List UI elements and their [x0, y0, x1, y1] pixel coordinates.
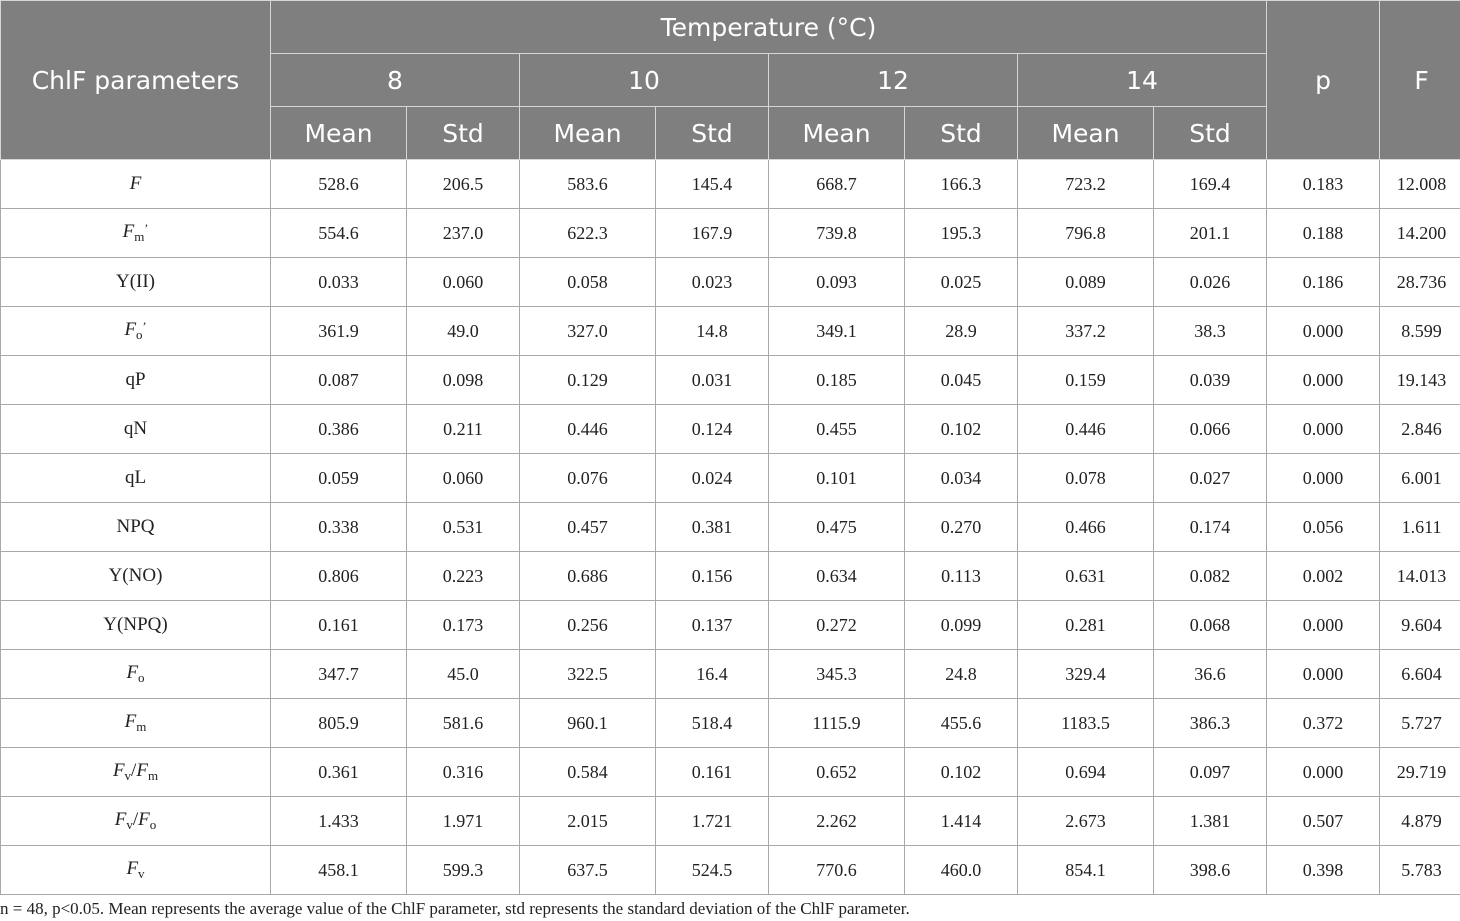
std-cell: 0.223	[407, 552, 520, 601]
mean-cell: 0.475	[769, 503, 905, 552]
f-value-cell: 6.604	[1380, 650, 1460, 699]
mean-cell: 0.256	[520, 601, 656, 650]
mean-cell: 322.5	[520, 650, 656, 699]
std-cell: 28.9	[905, 307, 1018, 356]
std-cell: 0.098	[407, 356, 520, 405]
table-row	[1, 356, 1460, 405]
table-row	[1, 160, 1460, 209]
std-cell: 0.026	[1154, 258, 1267, 307]
f-value-cell: 29.719	[1380, 748, 1460, 797]
f-value-cell: 8.599	[1380, 307, 1460, 356]
mean-cell: 0.272	[769, 601, 905, 650]
temp-header-14: 14	[1018, 54, 1267, 107]
temp-header-12: 12	[769, 54, 1018, 107]
temp-header-10: 10	[520, 54, 769, 107]
p-value-cell: 0.372	[1267, 699, 1380, 748]
mean-cell: 0.093	[769, 258, 905, 307]
mean-cell: 0.338	[271, 503, 407, 552]
mean-cell: 329.4	[1018, 650, 1154, 699]
std-cell: 0.060	[407, 454, 520, 503]
mean-cell: 2.262	[769, 797, 905, 846]
std-cell: 0.102	[905, 748, 1018, 797]
std-cell: 0.124	[656, 405, 769, 454]
mean-cell: 637.5	[520, 846, 656, 895]
p-column-header: p	[1267, 1, 1380, 160]
p-value-cell: 0.056	[1267, 503, 1380, 552]
param-cell: qL	[1, 454, 271, 503]
mean-cell: 0.446	[520, 405, 656, 454]
std-cell: 0.531	[407, 503, 520, 552]
param-cell: Y(II)	[1, 258, 271, 307]
table-row	[1, 650, 1460, 699]
mean-cell: 622.3	[520, 209, 656, 258]
mean-cell: 0.446	[1018, 405, 1154, 454]
table-row	[1, 258, 1460, 307]
std-cell: 169.4	[1154, 160, 1267, 209]
table-footnote: n = 48, p<0.05. Mean represents the average value of the ChlF parameter, std represents the standard deviation of the ChlF parameter.	[0, 899, 910, 918]
mean-cell: 337.2	[1018, 307, 1154, 356]
std-cell: 0.156	[656, 552, 769, 601]
f-value-cell: 19.143	[1380, 356, 1460, 405]
std-cell: 167.9	[656, 209, 769, 258]
table-row	[1, 209, 1460, 258]
f-value-cell: 4.879	[1380, 797, 1460, 846]
mean-cell: 458.1	[271, 846, 407, 895]
std-cell: 524.5	[656, 846, 769, 895]
mean-cell: 0.281	[1018, 601, 1154, 650]
std-cell: 0.113	[905, 552, 1018, 601]
mean-cell: 345.3	[769, 650, 905, 699]
mean-cell: 0.361	[271, 748, 407, 797]
mean-cell: 0.457	[520, 503, 656, 552]
param-cell: qN	[1, 405, 271, 454]
std-cell: 0.060	[407, 258, 520, 307]
std-cell: 518.4	[656, 699, 769, 748]
mean-cell: 327.0	[520, 307, 656, 356]
mean-cell: 0.076	[520, 454, 656, 503]
param-cell: $F_m$	[1, 699, 271, 748]
mean-cell: 0.058	[520, 258, 656, 307]
std-cell: 1.381	[1154, 797, 1267, 846]
std-cell: 237.0	[407, 209, 520, 258]
std-cell: 1.414	[905, 797, 1018, 846]
mean-cell: 361.9	[271, 307, 407, 356]
f-value-cell: 5.727	[1380, 699, 1460, 748]
mean-cell: 0.584	[520, 748, 656, 797]
table-row	[1, 601, 1460, 650]
p-value-cell: 0.000	[1267, 650, 1380, 699]
mean-header: Mean	[271, 107, 407, 160]
mean-cell: 0.386	[271, 405, 407, 454]
std-cell: 0.027	[1154, 454, 1267, 503]
param-cell: Y(NO)	[1, 552, 271, 601]
param-cell: $F_m^’$	[1, 209, 271, 258]
f-column-header: F	[1380, 1, 1460, 160]
std-cell: 206.5	[407, 160, 520, 209]
p-value-cell: 0.000	[1267, 454, 1380, 503]
std-cell: 0.024	[656, 454, 769, 503]
f-value-cell: 28.736	[1380, 258, 1460, 307]
f-value-cell: 6.001	[1380, 454, 1460, 503]
table-row	[1, 503, 1460, 552]
std-cell: 166.3	[905, 160, 1018, 209]
std-cell: 0.066	[1154, 405, 1267, 454]
mean-cell: 1.433	[271, 797, 407, 846]
p-value-cell: 0.000	[1267, 307, 1380, 356]
std-cell: 0.102	[905, 405, 1018, 454]
mean-cell: 0.694	[1018, 748, 1154, 797]
mean-cell: 0.455	[769, 405, 905, 454]
f-value-cell: 1.611	[1380, 503, 1460, 552]
mean-cell: 0.059	[271, 454, 407, 503]
std-cell: 0.023	[656, 258, 769, 307]
p-value-cell: 0.507	[1267, 797, 1380, 846]
mean-cell: 0.466	[1018, 503, 1154, 552]
std-cell: 460.0	[905, 846, 1018, 895]
temp-header-8: 8	[271, 54, 520, 107]
std-cell: 0.034	[905, 454, 1018, 503]
std-cell: 201.1	[1154, 209, 1267, 258]
mean-cell: 347.7	[271, 650, 407, 699]
std-cell: 581.6	[407, 699, 520, 748]
table-row	[1, 454, 1460, 503]
f-value-cell: 12.008	[1380, 160, 1460, 209]
mean-cell: 349.1	[769, 307, 905, 356]
mean-header: Mean	[520, 107, 656, 160]
std-cell: 0.099	[905, 601, 1018, 650]
std-cell: 455.6	[905, 699, 1018, 748]
mean-cell: 0.087	[271, 356, 407, 405]
param-cell: F	[1, 160, 271, 209]
std-cell: 0.082	[1154, 552, 1267, 601]
std-cell: 0.381	[656, 503, 769, 552]
mean-cell: 0.634	[769, 552, 905, 601]
param-cell: NPQ	[1, 503, 271, 552]
mean-cell: 0.652	[769, 748, 905, 797]
param-cell: $F_v/F_o$	[1, 797, 271, 846]
std-cell: 0.031	[656, 356, 769, 405]
mean-cell: 0.159	[1018, 356, 1154, 405]
table-row	[1, 307, 1460, 356]
f-value-cell: 14.013	[1380, 552, 1460, 601]
std-cell: 0.068	[1154, 601, 1267, 650]
std-cell: 36.6	[1154, 650, 1267, 699]
param-cell: $F_o^’$	[1, 307, 271, 356]
std-cell: 0.270	[905, 503, 1018, 552]
std-header: Std	[407, 107, 520, 160]
mean-cell: 0.089	[1018, 258, 1154, 307]
std-cell: 145.4	[656, 160, 769, 209]
mean-cell: 960.1	[520, 699, 656, 748]
temperature-group-header: Temperature (°C)	[271, 1, 1267, 54]
std-header: Std	[1154, 107, 1267, 160]
mean-cell: 0.129	[520, 356, 656, 405]
table-header	[1, 1, 1460, 160]
std-cell: 0.211	[407, 405, 520, 454]
std-cell: 195.3	[905, 209, 1018, 258]
std-cell: 0.137	[656, 601, 769, 650]
p-value-cell: 0.188	[1267, 209, 1380, 258]
std-cell: 0.173	[407, 601, 520, 650]
mean-cell: 668.7	[769, 160, 905, 209]
table-row	[1, 699, 1460, 748]
mean-cell: 770.6	[769, 846, 905, 895]
std-cell: 599.3	[407, 846, 520, 895]
f-value-cell: 14.200	[1380, 209, 1460, 258]
mean-cell: 805.9	[271, 699, 407, 748]
f-value-cell: 9.604	[1380, 601, 1460, 650]
std-header: Std	[656, 107, 769, 160]
mean-cell: 0.686	[520, 552, 656, 601]
param-cell: $F_v/F_m$	[1, 748, 271, 797]
mean-cell: 0.185	[769, 356, 905, 405]
mean-cell: 796.8	[1018, 209, 1154, 258]
std-cell: 38.3	[1154, 307, 1267, 356]
f-value-cell: 2.846	[1380, 405, 1460, 454]
param-cell: Y(NPQ)	[1, 601, 271, 650]
table-row	[1, 797, 1460, 846]
table-row	[1, 405, 1460, 454]
std-cell: 398.6	[1154, 846, 1267, 895]
mean-cell: 2.015	[520, 797, 656, 846]
std-cell: 0.039	[1154, 356, 1267, 405]
std-header: Std	[905, 107, 1018, 160]
std-cell: 0.316	[407, 748, 520, 797]
mean-cell: 0.161	[271, 601, 407, 650]
mean-cell: 2.673	[1018, 797, 1154, 846]
param-column-header: ChlF parameters	[1, 1, 271, 160]
mean-cell: 0.101	[769, 454, 905, 503]
mean-cell: 0.631	[1018, 552, 1154, 601]
mean-cell: 0.033	[271, 258, 407, 307]
p-value-cell: 0.183	[1267, 160, 1380, 209]
p-value-cell: 0.000	[1267, 748, 1380, 797]
std-cell: 0.025	[905, 258, 1018, 307]
p-value-cell: 0.002	[1267, 552, 1380, 601]
mean-cell: 583.6	[520, 160, 656, 209]
p-value-cell: 0.000	[1267, 601, 1380, 650]
mean-cell: 0.806	[271, 552, 407, 601]
std-cell: 0.045	[905, 356, 1018, 405]
std-cell: 14.8	[656, 307, 769, 356]
table-row	[1, 552, 1460, 601]
mean-header: Mean	[769, 107, 905, 160]
mean-cell: 0.078	[1018, 454, 1154, 503]
mean-cell: 739.8	[769, 209, 905, 258]
std-cell: 1.971	[407, 797, 520, 846]
f-value-cell: 5.783	[1380, 846, 1460, 895]
std-cell: 24.8	[905, 650, 1018, 699]
std-cell: 386.3	[1154, 699, 1267, 748]
std-cell: 0.161	[656, 748, 769, 797]
mean-cell: 528.6	[271, 160, 407, 209]
std-cell: 0.097	[1154, 748, 1267, 797]
std-cell: 16.4	[656, 650, 769, 699]
param-cell: qP	[1, 356, 271, 405]
p-value-cell: 0.000	[1267, 405, 1380, 454]
std-cell: 0.174	[1154, 503, 1267, 552]
p-value-cell: 0.186	[1267, 258, 1380, 307]
mean-cell: 854.1	[1018, 846, 1154, 895]
std-cell: 45.0	[407, 650, 520, 699]
table-row	[1, 748, 1460, 797]
param-cell: $F_v$	[1, 846, 271, 895]
std-cell: 1.721	[656, 797, 769, 846]
header-row-1	[1, 1, 1460, 54]
mean-cell: 554.6	[271, 209, 407, 258]
p-value-cell: 0.000	[1267, 356, 1380, 405]
table-body	[1, 160, 1460, 895]
p-value-cell: 0.398	[1267, 846, 1380, 895]
mean-cell: 1115.9	[769, 699, 905, 748]
param-cell: $F_o$	[1, 650, 271, 699]
table-row	[1, 846, 1460, 895]
mean-header: Mean	[1018, 107, 1154, 160]
mean-cell: 723.2	[1018, 160, 1154, 209]
std-cell: 49.0	[407, 307, 520, 356]
mean-cell: 1183.5	[1018, 699, 1154, 748]
